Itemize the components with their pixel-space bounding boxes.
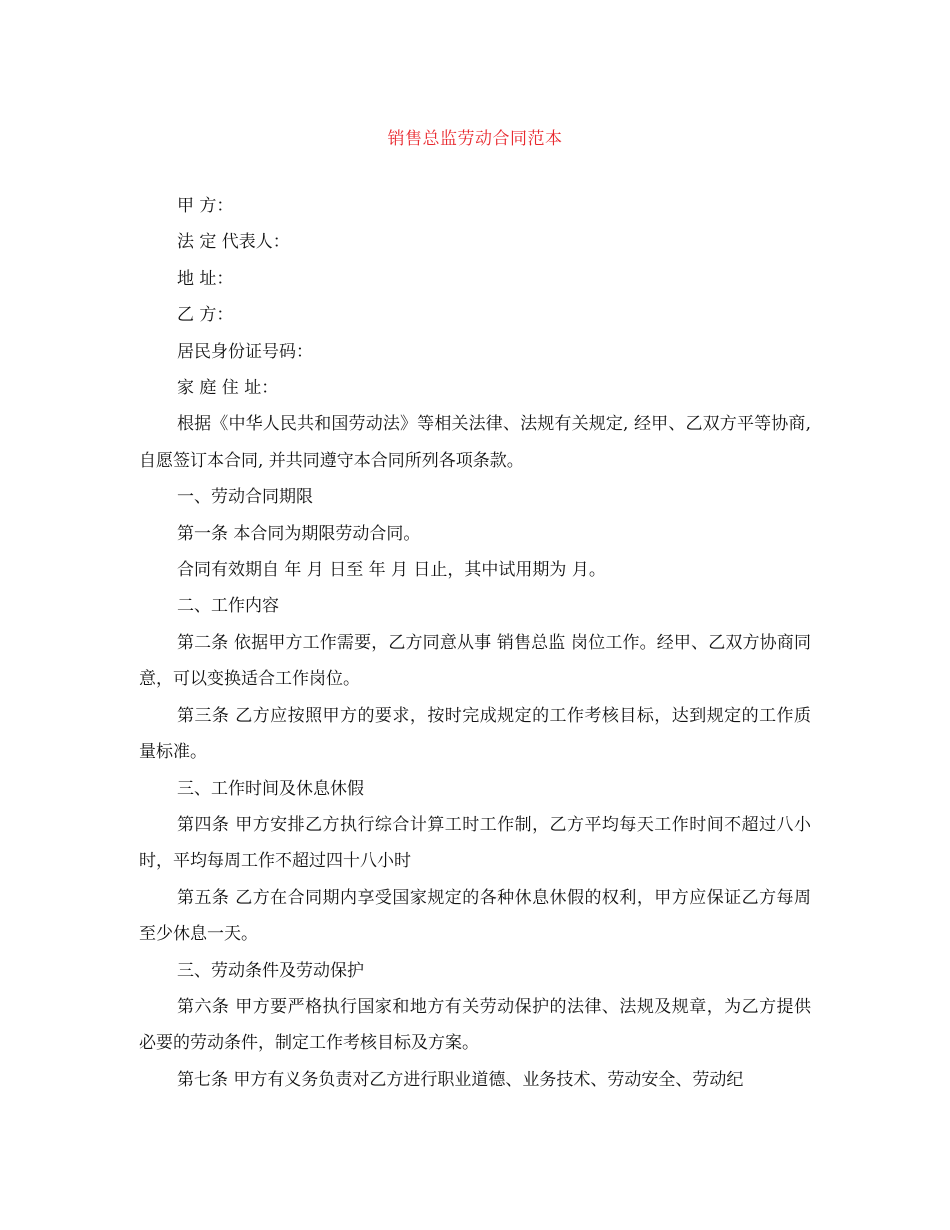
section-heading-work-content: 二、工作内容 bbox=[177, 596, 279, 617]
article-1: 第一条 本合同为期限劳动合同。 bbox=[177, 523, 421, 544]
section-heading-contract-term: 一、劳动合同期限 bbox=[177, 487, 313, 508]
address-label: 地 址： bbox=[177, 268, 234, 289]
document-body bbox=[139, 188, 811, 1098]
home-address-label: 家 庭 住 址： bbox=[177, 378, 279, 399]
contract-validity-paragraph: 合同有效期自 年 月 日至 年 月 日止，其中试用期为 月。 bbox=[177, 560, 606, 581]
id-number-label: 居民身份证号码： bbox=[177, 341, 313, 362]
preamble-paragraph: 根据《中华人民共和国劳动法》等相关法律、法规有关规定, 经甲、乙双方平等协商, 自愿签订本合同, 并共同遵守本合同所列各项条款。 bbox=[139, 414, 811, 471]
document-title: 销售总监劳动合同范本 bbox=[387, 129, 563, 149]
article-7: 第七条 甲方有义务负责对乙方进行职业道德、业务技术、劳动安全、劳动纪 bbox=[177, 1069, 744, 1090]
article-2: 第二条 依据甲方工作需要，乙方同意从事 销售总监 岗位工作。经甲、乙双方协商同意，可以变换适合工作岗位。 bbox=[139, 632, 811, 690]
article-5: 第五条 乙方在合同期内享受国家规定的各种休息休假的权利，甲方应保证乙方每周至少休息一天。 bbox=[139, 887, 811, 945]
party-a-label: 甲 方： bbox=[177, 196, 234, 216]
legal-representative-label: 法 定 代表人： bbox=[177, 232, 290, 253]
article-4: 第四条 甲方安排乙方执行综合计算工时工作制，乙方平均每天工作时间不超过八小时，平均每周工作不超过四十八小时 bbox=[139, 814, 811, 872]
section-heading-labor-protection: 三、劳动条件及劳动保护 bbox=[177, 960, 364, 981]
article-3: 第三条 乙方应按照甲方的要求，按时完成规定的工作考核目标，达到规定的工作质量标准。 bbox=[139, 705, 811, 763]
article-6: 第六条 甲方要严格执行国家和地方有关劳动保护的法律、法规及规章，为乙方提供必要的劳动条件，制定工作考核目标及方案。 bbox=[139, 996, 811, 1054]
section-heading-working-hours: 三、工作时间及休息休假 bbox=[177, 778, 364, 799]
party-b-label: 乙 方： bbox=[177, 305, 234, 326]
